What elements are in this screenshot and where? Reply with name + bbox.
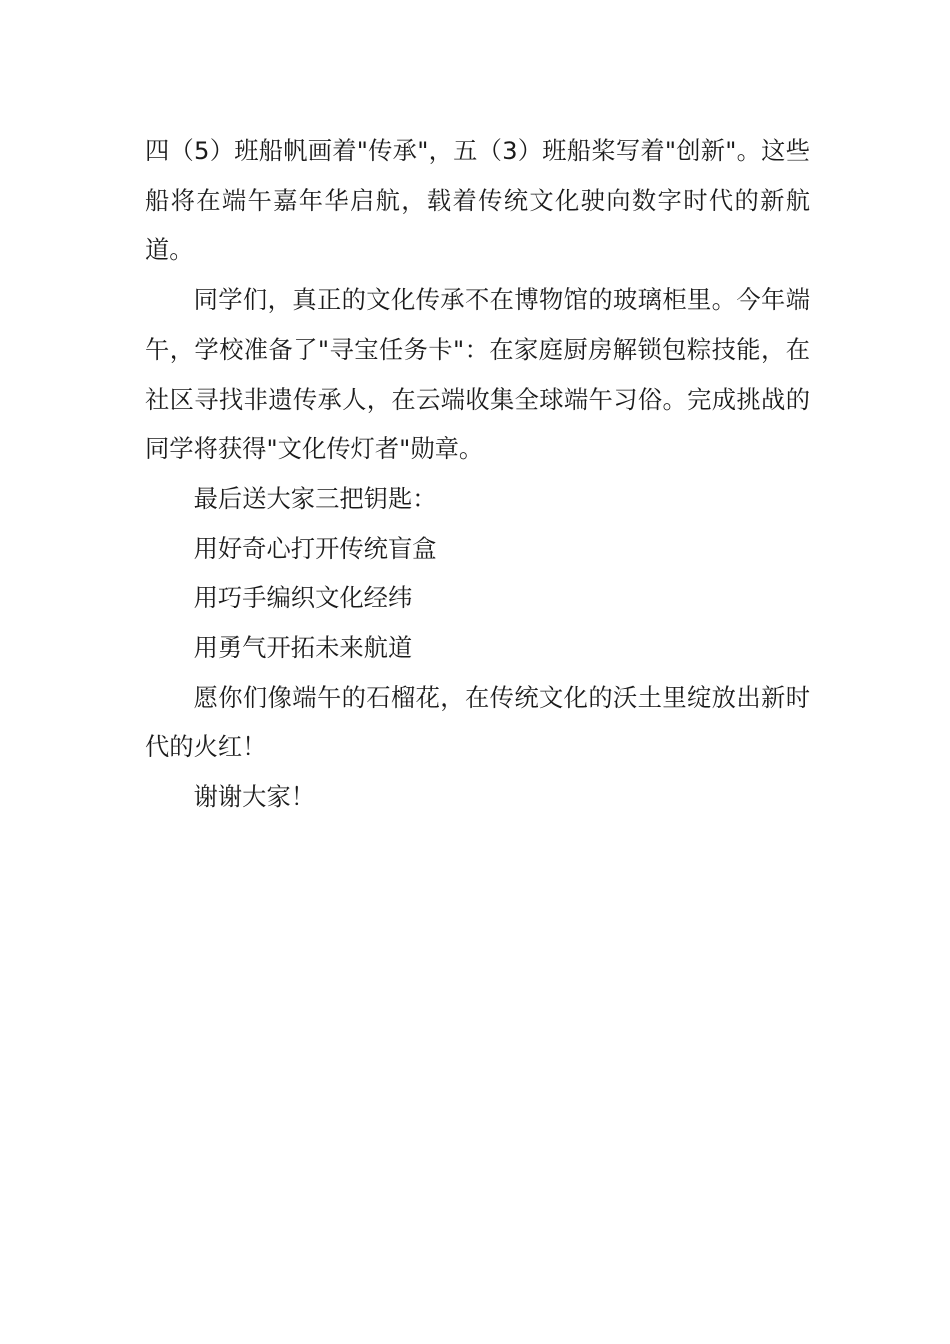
paragraph-1: 四（5）班船帆画着"传承"，五（3）班船桨写着"创新"。这些船将在端午嘉年华启航，载着传统文化驶向数字时代的新航道。 [145,136,810,265]
paragraph-8: 谢谢大家！ [193,782,316,812]
paragraph-2: 同学们，真正的文化传承不在博物馆的玻璃柜里。今年端午，学校准备了"寻宝任务卡"：在家庭厨房解锁包粽技能，在社区寻找非遗传承人，在云端收集全球端午习俗。完成挑战的同学将获得"文化传灯者"勋章。 [145,285,810,464]
paragraph-6: 用勇气开拓未来航道 [193,633,413,663]
paragraph-7: 愿你们像端午的石榴花，在传统文化的沃土里绽放出新时代的火红！ [145,682,810,762]
paragraph-3: 最后送大家三把钥匙： [193,483,437,513]
document-body [145,126,810,822]
paragraph-5: 用巧手编织文化经纬 [193,583,413,613]
paragraph-4: 用好奇心打开传统盲盒 [193,533,437,563]
